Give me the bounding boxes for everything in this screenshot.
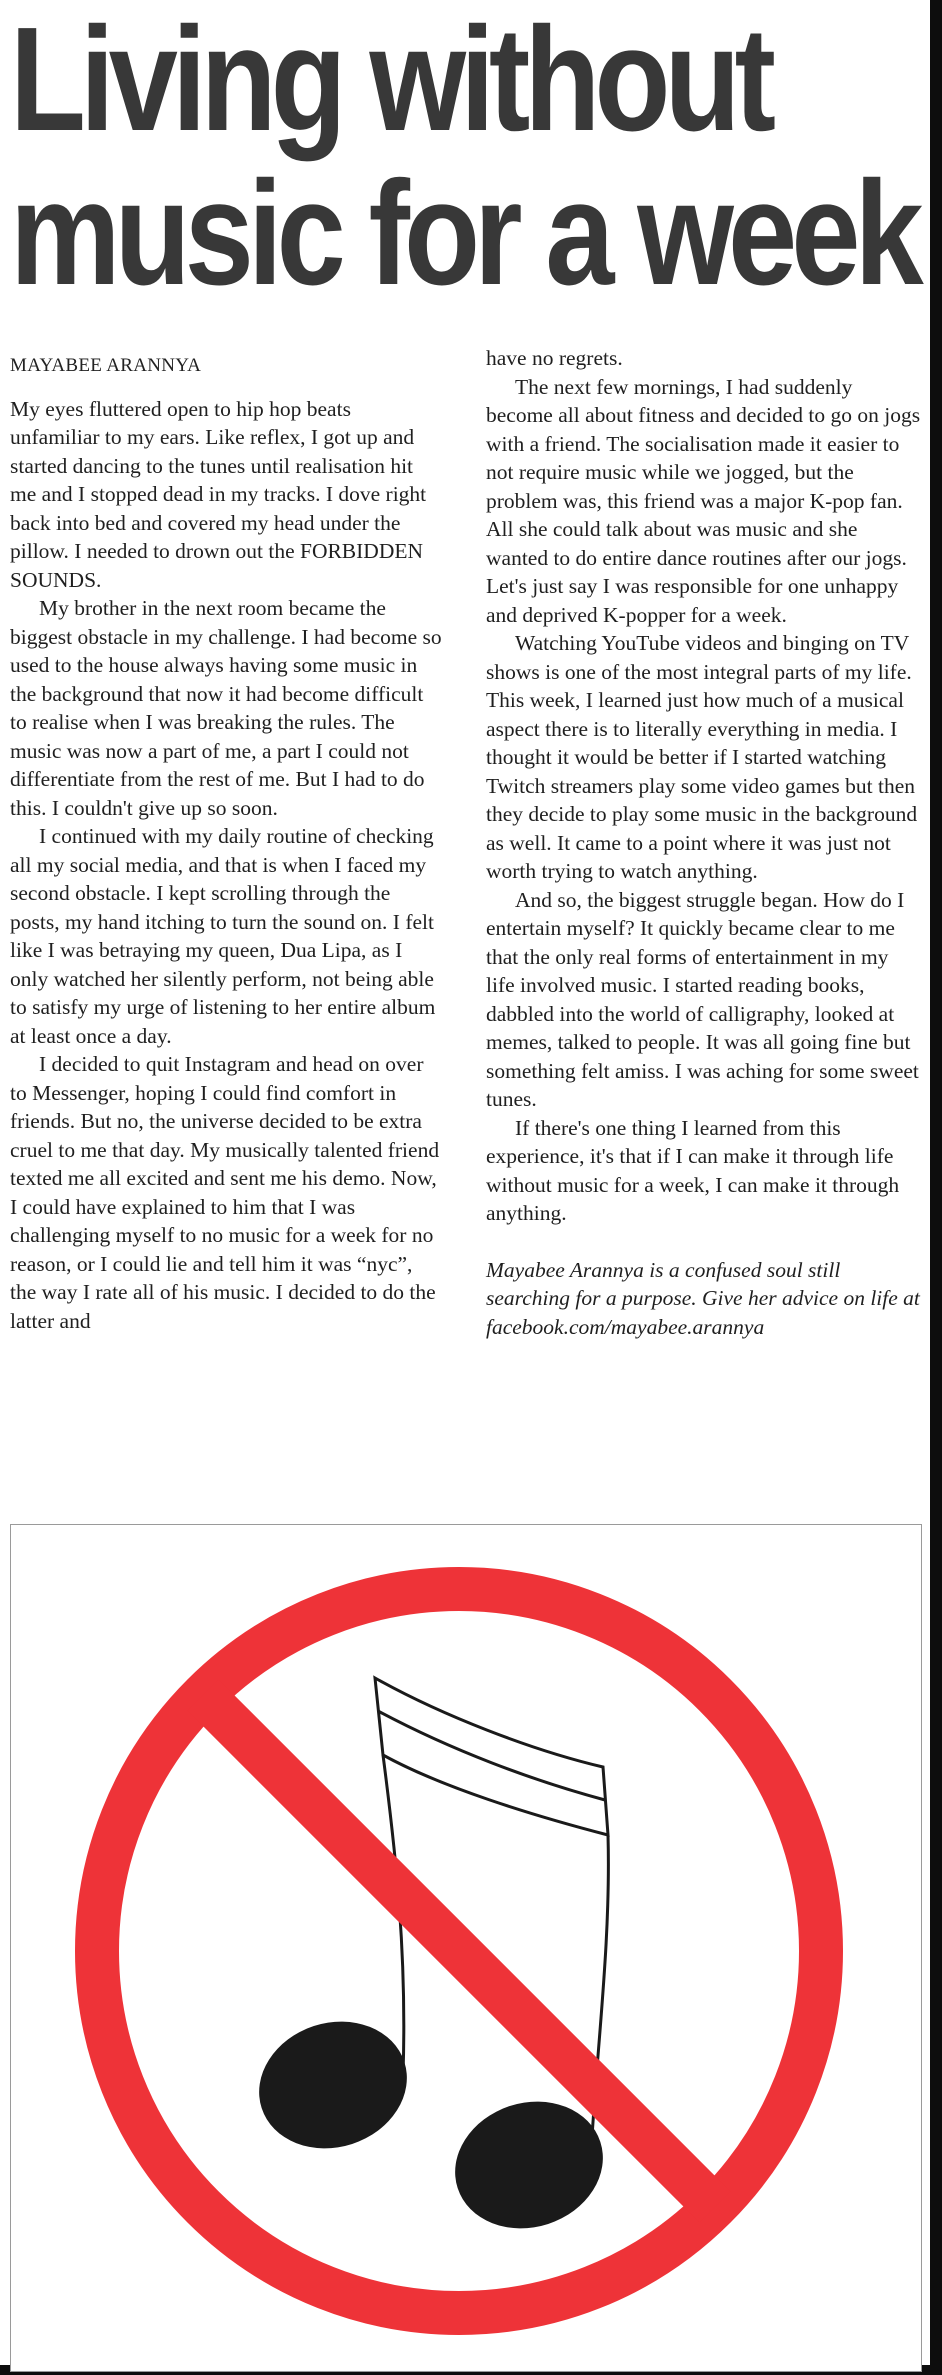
byline: MAYABEE ARANNYA — [10, 355, 202, 376]
paragraph: I decided to quit Instagram and head on over to Messenger, hoping I could find comfort in friends. But no, the universe decided to be extra cruel to me that day. My musically talented friend texted me all excited and sent me his demo. Now, I could have explained to him that I was challenging myself to no music for a week for no reason, or I could lie and tell him it was “nyc”, the way I rate all of his music. I decided to do the latter and — [10, 1052, 440, 1333]
paragraph: My eyes fluttered open to hip hop beats unfamiliar to my ears. Like reflex, I got up and started dancing to the tunes until realisation hit me and I stopped dead in my tracks. I dove right back into bed and covered my head under the pillow. I needed to drown out the FORBIDDEN SOUNDS. — [10, 396, 427, 592]
paragraph: Watching YouTube videos and binging on TV shows is one of the most integral parts of my life. This week, I learned just how much of a musical aspect there is to literally everything in media. I thought it would be better if I started watching Twitch streamers play some video games but then they decide to play some music in the background as well. It came to a point where it was just not worth trying to watch anything. — [486, 631, 918, 883]
paragraph: The next few mornings, I had suddenly become all about fitness and decided to go on jogs with a friend. The socialisation made it easier to not require music while we jogged, but the problem was, this friend was a major K-pop fan. All she could talk about was music and she wanted to do entire dance routines after our jogs. Let's just say I was responsible for one unhappy and deprived K-popper for a week. — [486, 374, 921, 627]
paragraph: My brother in the next room became the biggest obstacle in my challenge. I had become so used to the house always having some music in the background that now it had become difficult to realise when I was breaking the rules. The music was now a part of me, a part I could not differentiate from the rest of me. But I had to do this. I couldn't give up so soon. — [10, 596, 442, 820]
headline-line-1: Living without — [10, 0, 771, 162]
paragraph: And so, the biggest struggle began. How do I entertain myself? It quickly became clear to me that the only real forms of entertainment in my life involved music. I started reading books, dabbled into the world of calligraphy, looked at memes, talked to people. It was all going fine but something felt amiss. I was aching for some sweet tunes. — [486, 887, 919, 1111]
note-head — [243, 2003, 424, 2167]
no-music-icon — [11, 1525, 923, 2373]
paragraph: If there's one thing I learned from this experience, it's that if I can make it through life without music for a week, I can make it through anything. — [486, 1115, 900, 1225]
illustration-frame — [10, 1524, 922, 2372]
headline-line-2: music for a week — [10, 151, 918, 316]
author-bio: Mayabee Arannya is a confused soul still searching for a purpose. Give her advice on life at facebook.com/mayabee.arannya — [486, 1257, 920, 1339]
article-column-left — [10, 344, 442, 1335]
paragraph: I continued with my daily routine of checking all my social media, and that is when I faced my second obstacle. I kept scrolling through the posts, my hand itching to turn the sound on. I felt like I was betraying my queen, Dua Lipa, as I only watched her silently perform, not being able to satisfy my urge of listening to her entire album at least once a day. — [10, 824, 436, 1048]
paragraph-continuation: have no regrets. — [486, 346, 623, 370]
page-edge-bar — [930, 0, 942, 2375]
headline — [10, 0, 918, 316]
article-column-right — [486, 344, 922, 1341]
